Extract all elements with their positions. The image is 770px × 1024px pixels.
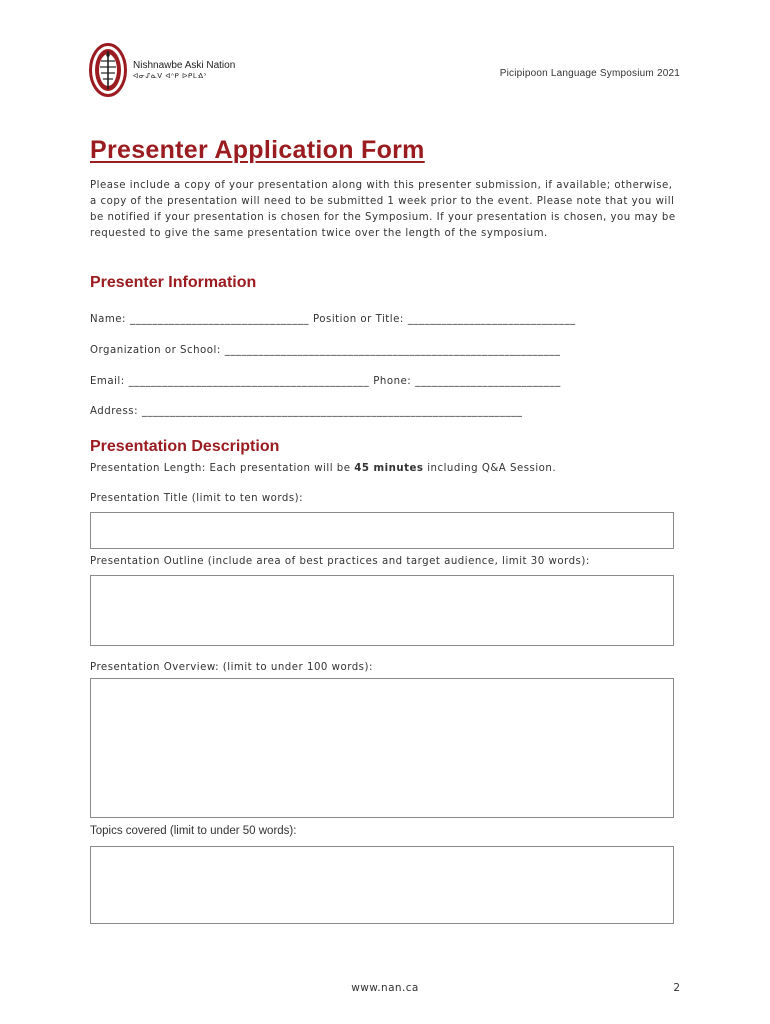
topics-field-label: Topics covered (limit to under 50 words):: [90, 825, 297, 837]
organization-row: [90, 345, 678, 356]
length-prefix: Presentation Length: Each presentation will be: [90, 463, 355, 474]
address-row: [90, 406, 678, 417]
address-field[interactable]: ____________________________________________________________________: [142, 406, 523, 417]
organization-label: Organization or School:: [90, 345, 221, 356]
topics-covered-box[interactable]: [90, 846, 674, 924]
title-field-label: Presentation Title (limit to ten words):: [90, 493, 304, 504]
email-label: Email:: [90, 376, 125, 387]
address-label: Address:: [90, 406, 139, 417]
overview-field-label: Presentation Overview: (limit to under 100 words):: [90, 662, 373, 673]
page-number: 2: [673, 982, 680, 994]
organization-branding: [133, 60, 235, 81]
nan-emblem-icon: [89, 43, 127, 97]
intro-paragraph: Please include a copy of your presentation along with this presenter submission, if available; otherwise, a copy of the presentation will need to be submitted 1 week prior to the event. Please note that you will be notified if your presentation is chosen for the Symposium. If your presentation is chosen, you may be requested to give the same presentation twice over the length of the symposium.: [90, 180, 676, 239]
presentation-length: [90, 463, 556, 474]
presentation-outline-box[interactable]: [90, 575, 674, 646]
length-duration: 45 minutes: [354, 463, 424, 474]
email-field[interactable]: ___________________________________________: [128, 376, 370, 387]
presenter-info-heading: Presenter Information: [90, 274, 257, 291]
phone-field[interactable]: __________________________: [415, 376, 561, 387]
presentation-title-box[interactable]: [90, 512, 674, 549]
phone-label: Phone:: [373, 376, 412, 387]
email-phone-row: [90, 376, 678, 387]
organization-name: Nishnawbe Aski Nation: [133, 60, 236, 71]
outline-field-label: Presentation Outline (include area of best practices and target audience, limit 30 words):: [90, 556, 590, 567]
organization-field[interactable]: ____________________________________________________________: [224, 345, 561, 356]
event-name: Picipipoon Language Symposium 2021: [499, 68, 680, 79]
page-title: Presenter Application Form: [90, 136, 425, 164]
presentation-overview-box[interactable]: [90, 678, 674, 818]
organization-syllabics: ᐊᓂᔑᓈᐯ ᐊᐢᑭ ᐅᑭᒪᐎᐣ: [133, 72, 207, 80]
length-suffix: including Q&A Session.: [423, 463, 557, 474]
position-label: Position or Title:: [313, 314, 404, 325]
name-position-row: [90, 314, 678, 325]
name-field[interactable]: ________________________________: [130, 314, 309, 325]
name-label: Name:: [90, 314, 126, 325]
position-field[interactable]: ______________________________: [407, 314, 576, 325]
footer-website: www.nan.ca: [351, 982, 419, 994]
presentation-description-heading: Presentation Description: [90, 438, 280, 455]
